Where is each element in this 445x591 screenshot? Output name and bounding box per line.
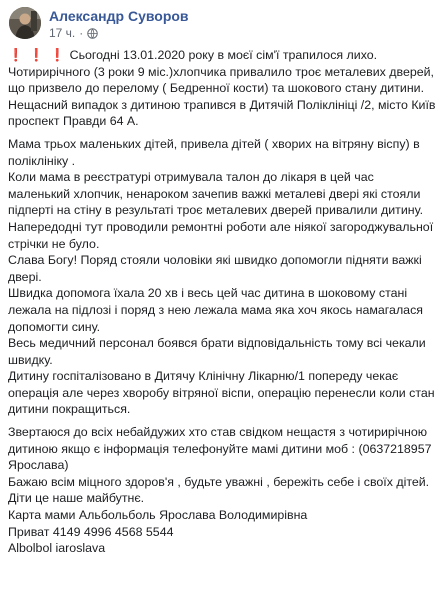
post-text: Чотирирічного (3 роки 9 міс.)хлопчика привалило троє металевих дверей, що призвело до перелому ( Бедренної кости) та шокового стану дитини. bbox=[8, 64, 434, 96]
post-text: Дитину госпіталізовано в Дитячу Клінічну Лікарню/1 попереду чекає операція але через хворобу вітряної віспи, операцію перенесли коли стан дитини покращиться. bbox=[8, 369, 435, 417]
paragraph-1-line-1 bbox=[8, 47, 438, 64]
post-timestamp[interactable]: 17 ч. bbox=[49, 26, 76, 40]
post-text: Бажаю всім міцного здоров'я , будьте уважні , бережіть себе і своїх дітей. Діти це наше майбутнє. bbox=[8, 474, 430, 506]
post-text: Весь медичний персонал боявся брати відповідальність тому всі чекали швидку. bbox=[8, 336, 426, 367]
exclamation-marks: ❗ ❗ ❗ bbox=[8, 48, 67, 62]
meta-separator: · bbox=[79, 26, 84, 40]
avatar-image bbox=[9, 7, 41, 39]
post-text: Нещасний випадок з дитиною трапився в Дитячій Поліклініці /2, місто Київ проспект Правди 64 А. bbox=[8, 97, 436, 129]
post-text: Коли мама в реєстратурі отримувала талон до лікаря в цей час маленький хлопчик, ненароком зачепив важкі металеві двері які стояли підперті на стіну в результаті троє металевих дверей привалили дитину. bbox=[8, 170, 424, 218]
author-name-link[interactable]: Александр Суворов bbox=[49, 8, 189, 24]
globe-icon[interactable] bbox=[87, 28, 98, 39]
post-text: Звертаюся до всіх небайдужих хто став свідком нещастя з чотирирічною дитиною якщо є інформація телефонуйте мамі дитини моб : (0637218957 Ярослава) bbox=[8, 425, 432, 473]
post-text: Albolbol iaroslava bbox=[8, 541, 106, 556]
avatar[interactable] bbox=[9, 7, 41, 39]
post-text: Швидка допомога їхала 20 хв і весь цей час дитина в шоковому стані лежала на підлозі і поряд з нею лежала мама яка хоч якось намагалася допомогти сину. bbox=[8, 286, 423, 334]
post-text: Напередодні тут проводили ремонтні роботи але ніякої загороджувальної стрічки не було. bbox=[8, 219, 434, 251]
post-text: Сьогодні 13.01.2020 року в моєї сім'ї трапилося лихо. bbox=[69, 48, 378, 62]
post-meta bbox=[49, 26, 98, 40]
post-text: Мама трьох маленьких дітей, привела дітей ( хворих на вітряну віспу) в поліклініку . bbox=[8, 136, 420, 168]
post-text: Слава Богу! Поряд стояли чоловіки які швидко допомогли підняти важкі двері. bbox=[8, 253, 422, 284]
post-text: Карта мами Альбольболь Ярослава Володимирівна bbox=[8, 508, 308, 523]
post-body bbox=[8, 47, 438, 557]
post-header bbox=[9, 7, 429, 39]
post-text: Приват 4149 4996 4568 5544 bbox=[8, 524, 174, 539]
